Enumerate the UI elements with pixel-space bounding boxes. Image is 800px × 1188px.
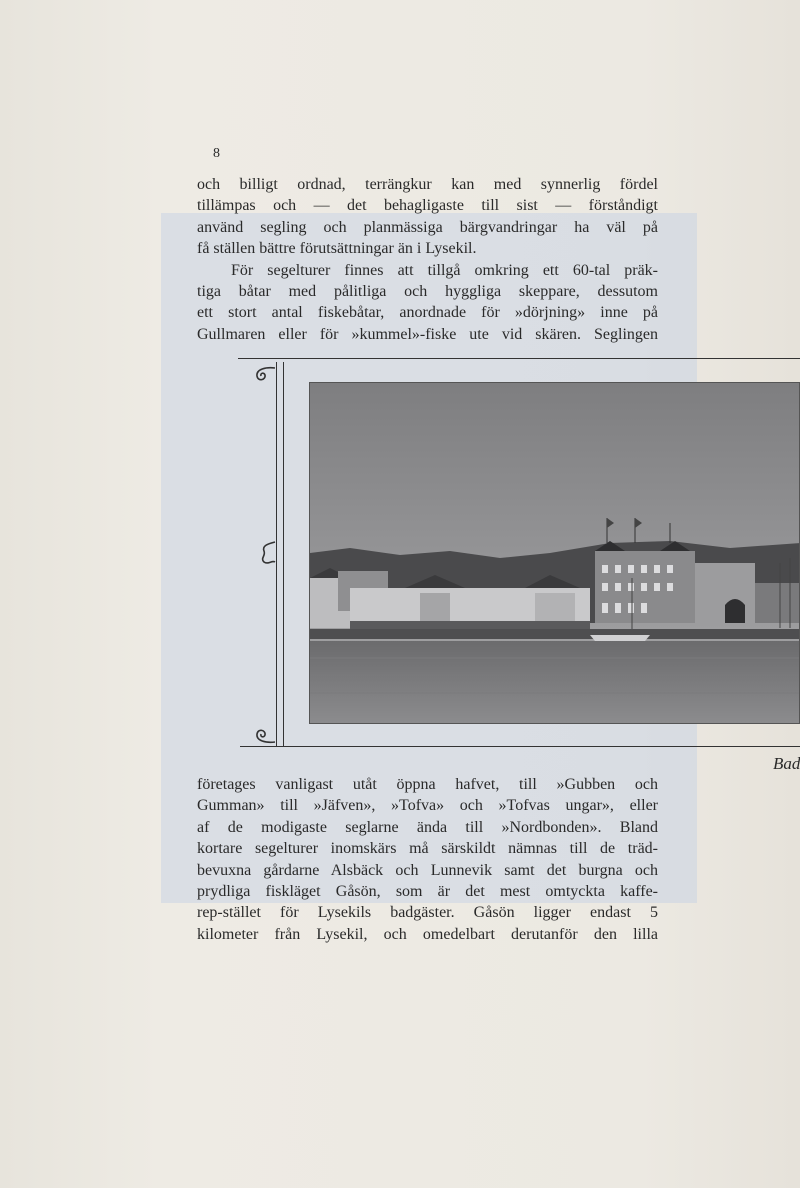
text-line: kortare segelturer inomskärs må särskildt nämnas till de träd- [197,840,658,858]
text-line: ett stort antal fiskebåtar, anordnade för »dörjning» inne på [197,304,658,322]
harbour-photo-illustration [310,383,800,724]
scroll-ornament-middle-icon [254,540,276,564]
text-line: kilometer från Lysekil, och omedelbart derutanför den lilla [197,925,658,943]
paragraph-bottom [197,774,658,945]
text-line: få ställen bättre förutsättningar än i Lysekil. [197,240,477,258]
photo-caption: Bad [773,754,800,773]
frame-inner-rule [283,362,284,746]
frame-left-rule [276,362,277,746]
frame-top-rule [238,358,800,359]
text-line: bevuxna gårdarne Alsbäck och Lunnevik samt det burgna och [197,861,658,879]
text-line: tiga båtar med pålitliga och hyggliga skeppare, dessutom [197,282,658,300]
text-line: prydliga fiskläget Gåsön, som är det mest omtyckta kaffe- [197,882,658,900]
page-number: 8 [213,146,220,161]
scroll-ornament-bottom-icon [254,720,276,744]
harbour-photograph [309,382,800,724]
text-line: använd segling och planmässiga bärgvandringar ha väl på [197,218,658,236]
text-line: och billigt ordnad, terrängkur kan med synnerlig fördel [197,176,658,193]
paragraph-top [197,174,658,345]
text-line: För segelturer finnes att tillgå omkring ett 60-tal präk- [231,261,658,279]
text-line: tillämpas och — det behagligaste till sist — förståndigt [197,197,658,215]
text-line: företages vanligast utåt öppna hafvet, till »Gubben och [197,776,658,793]
frame-bottom-rule [240,746,800,747]
text-line: Gullmaren eller för »kummel»-fiske ute vid skären. Seglingen [197,325,658,343]
text-line: af de modigaste seglarne ända till »Nordbonden». Bland [197,818,658,836]
text-line: Gumman» till »Jäfven», »Tofva» och »Tofvas ungar», eller [197,797,658,815]
text-line: rep-stället för Lysekils badgäster. Gåsön ligger endast 5 [197,904,658,922]
scroll-ornament-top-icon [254,366,276,390]
